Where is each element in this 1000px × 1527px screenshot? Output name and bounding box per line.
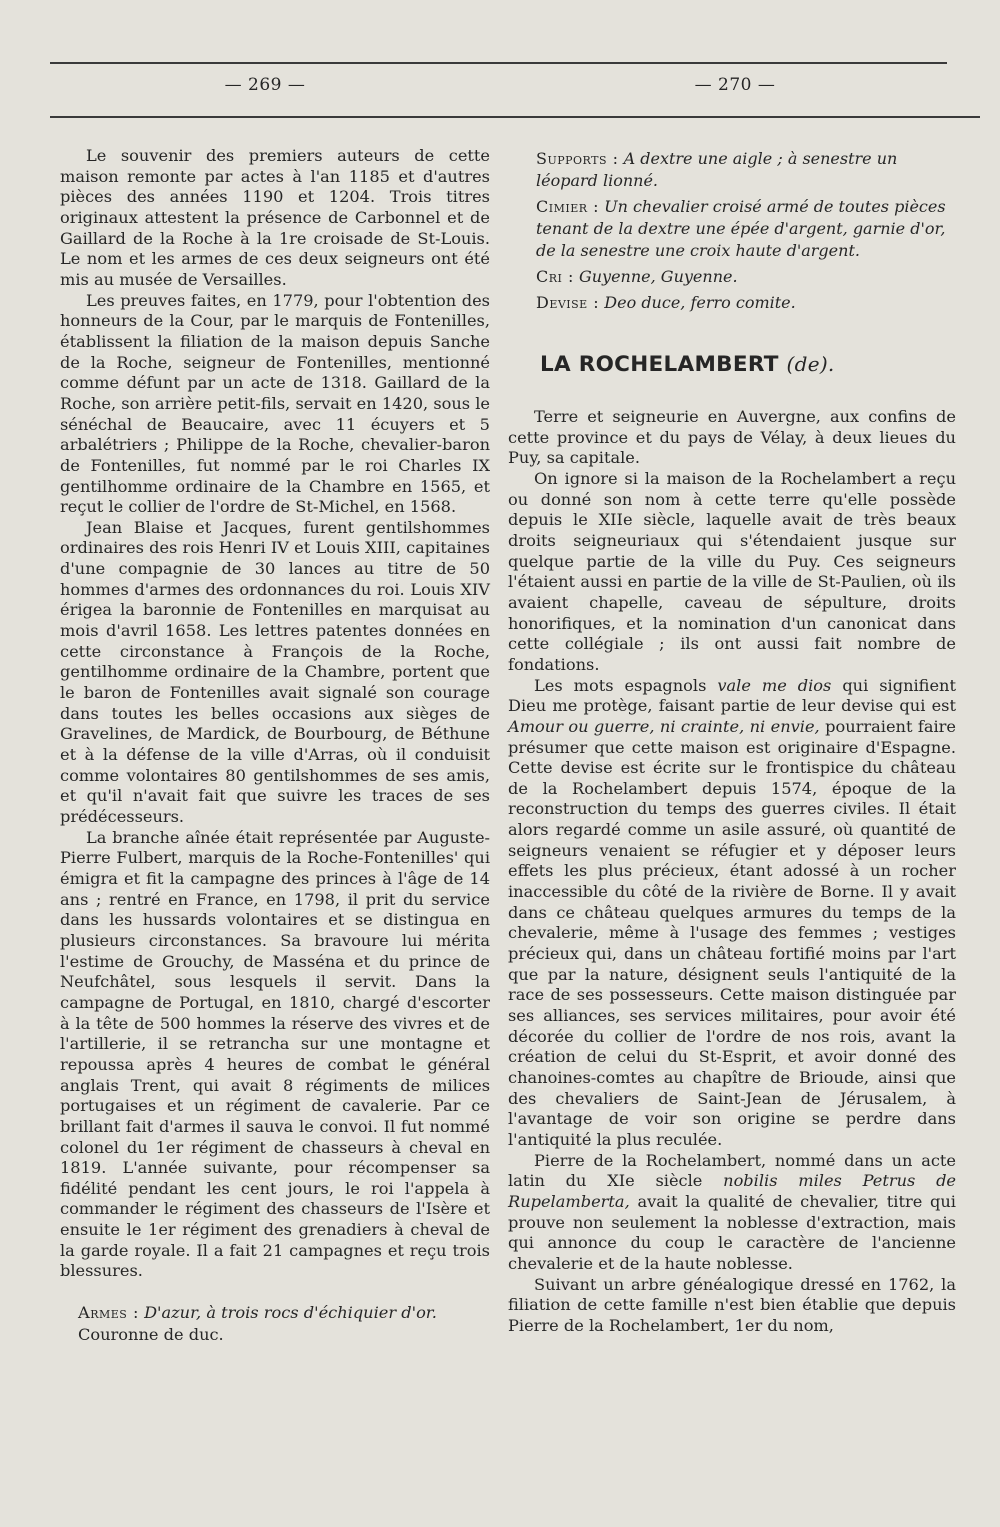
text-run: Pierre de la Rochelambert, nommé dans un acte latin du XIe siècle <box>508 1150 956 1191</box>
paragraph: La branche aînée était représentée par Auguste-Pierre Fulbert, marquis de la Roche-Fontenilles' qui émigra et fit la campagne des princes à l'âge de 14 ans ; rentré en France, en 1798, il prit du service dans les hussards volontaires et se distingua en plusieurs circonstances. Sa bravoure lui mérita l'estime de Grouchy, de Masséna et du prince de Neufchâtel, sous lesquels il servit. Dans la campagne de Portugal, en 1810, chargé d'escorter à la tête de 500 hommes la réserve des vivres et de l'artillerie, il se retrancha sur une montagne et repoussa après 4 heures de combat le général anglais Trent, qui avait 8 régiments de milices portugaises et un régiment de cavalerie. Par ce brillant fait d'armes il sauva le convoi. Il fut nommé colonel du 1er régiment de chasseurs à cheval en 1819. L'année suivante, pour récompenser sa fidélité pendant les cent jours, le roi l'appela à commander le régiment des chasseurs de l'Isère et ensuite le 1er régiment des grenadiers à cheval de la garde royale. Il a fait 21 campagnes et reçu trois blessures. <box>60 827 490 1281</box>
text-run: qui signifient Dieu me protège, faisant partie de leur devise qui est <box>508 675 956 716</box>
paragraph: Les preuves faites, en 1779, pour l'obtention des honneurs de la Cour, par le marquis de Fontenilles, établissent la filiation de la maison depuis Sanche de la Roche, seigneur de Fontenilles, mentionné comme défunt par un acte de 1318. Gaillard de la Roche, son arrière petit-fils, servait en 1420, sous le sénéchal de Beaucaire, avec 11 écuyers et 5 arbalétriers ; Philippe de la Roche, chevalier-baron de Fontenilles, fut nommé par le roi Charles IX gentilhomme ordinaire de la Chambre en 1565, et reçut le collier de l'ordre de St-Michel, en 1568. <box>60 290 491 517</box>
paragraph: Terre et seigneurie en Auvergne, aux confins de cette province et du pays de Vélay, à deux lieues du Puy, sa capitale. <box>508 407 956 468</box>
paragraph: On ignore si la maison de la Rochelambert a reçu ou donné son nom à cette terre qu'elle possède depuis le XIIe siècle, laquelle avait de très beaux droits seigneuriaux qui s'étendaient jusque sur quelque partie de la ville du Puy. Ces seigneurs l'étaient aussi en partie de la ville de St-Paulien, où ils avaient chapelle, caveau de sépulture, droits honorifiques, et la nomination d'un canonicat dans cette collégiale ; ils ont aussi fait nombre de fondations. <box>508 468 956 674</box>
cimier-text: Un chevalier croisé armé de toutes pièces tenant de la dextre une épée d'argent, garnie d'or, de la senestre une croix haute d'argent. <box>536 197 946 260</box>
family-heading <box>540 352 956 377</box>
paragraph: Suivant un arbre généalogique dressé en 1762, la filiation de cette famille n'est bien établie que depuis Pierre de la Rochelambert, 1er du nom, <box>508 1274 956 1335</box>
arms-label: Armes : <box>78 1303 139 1323</box>
devise-text: Deo duce, ferro comite. <box>604 293 796 312</box>
header-rule <box>50 116 980 118</box>
top-rule <box>50 62 947 64</box>
page-number-right: — 270 — <box>694 75 776 95</box>
text-run-italic: Amour ou guerre, ni crainte, ni envie, <box>508 716 820 736</box>
paragraph <box>508 676 956 1151</box>
paragraph: Jean Blaise et Jacques, furent gentilshommes ordinaires des rois Henri IV et Louis XIII, capitaines d'une compagnie de 30 lances au titre de 50 hommes d'armes des ordonnances du roi. Louis XIV érigea la baronnie de Fontenilles en marquisat au mois d'avril 1658. Les lettres patentes données en cette circonstance à François de la Roche, gentilhomme ordinaire de la Chambre, portent que le baron de Fontenilles avait signalé son courage dans toutes les belles occasions aux sièges de Gravelines, de Mardick, de Bourbourg, de Béthune et à la défense de la ville d'Arras, où il conduisit comme volontaires 80 gentilshommes de ses amis, et qu'il n'avait fait que suivre les traces de ses prédécesseurs. <box>60 517 490 826</box>
text-run: avait la qualité de chevalier, titre qui prouve non seulement la noblesse d'extraction, mais qui annonce du coup le caractère de l'ancienne chevalerie et de la haute noblesse. <box>508 1191 956 1273</box>
cimier-line <box>508 196 956 262</box>
text-run: Les mots espagnols <box>534 675 707 695</box>
cri-text: Guyenne, Guyenne. <box>578 267 738 286</box>
text-run-italic: nobilis miles Petrus de Rupelamberta, <box>508 1171 957 1211</box>
supports-label: Supports : <box>536 149 619 168</box>
cri-label: Cri : <box>536 267 574 286</box>
text-run-italic: vale me dios <box>717 675 832 695</box>
arms-text: D'azur, à trois rocs d'échiquier d'or. <box>144 1303 437 1323</box>
right-column <box>508 148 956 1337</box>
left-column <box>60 146 490 1346</box>
cri-line <box>508 266 956 288</box>
supports-text: A dextre une aigle ; à senestre un léopard lionné. <box>536 149 898 190</box>
heraldry-block <box>508 148 956 314</box>
family-particle: (de). <box>786 352 835 376</box>
cimier-label: Cimier : <box>536 197 599 216</box>
page-number-left: — 269 — <box>224 75 306 95</box>
supports-line <box>508 148 956 192</box>
devise-line <box>508 292 956 314</box>
crown-text: Couronne de duc. <box>78 1325 224 1345</box>
paragraph: Le souvenir des premiers auteurs de cette maison remonte par actes à l'an 1185 et d'autres pièces des années 1190 et 1204. Trois titres originaux attestent la présence de Carbonnel et de Gaillard de la Roche à la 1re croisade de St-Louis. Le nom et les armes de ces deux seigneurs ont été mis au musée de Versailles. <box>60 146 490 289</box>
family-body <box>508 407 956 1337</box>
arms-block <box>60 1302 490 1346</box>
devise-label: Devise : <box>536 293 600 312</box>
paragraph <box>508 1151 956 1275</box>
text-run: pourraient faire présumer que cette maison est originaire d'Espagne. Cette devise est écrite sur le frontispice du château de la Rochelambert depuis 1574, époque de la reconstruction du temps des guerres civiles. Il était alors regardé comme un asile assuré, où quantité de seigneurs venaient se réfugier et y déposer leurs effets les plus précieux, étant adossé à un rocher inaccessible du côté de la rivière de Borne. Il y avait dans ce château quelques armures du temps de la chevalerie, même à l'usage des femmes ; vestiges précieux qui, dans un château fortifié moins par l'art que par la nature, désignent seuls l'antiquité de la race de ses possesseurs. Cette maison distinguée par ses alliances, ses services militaires, pour avoir été décorée du collier de l'ordre de nos rois, avant la création de celui du St-Esprit, et avoir donné des chanoines-comtes au chapître de Brioude, ainsi que des chevaliers de Saint-Jean de Jérusalem, à l'avantage de voir son origine se perdre dans l'antiquité la plus reculée. <box>508 716 957 1149</box>
family-name: LA ROCHELAMBERT <box>540 352 779 377</box>
